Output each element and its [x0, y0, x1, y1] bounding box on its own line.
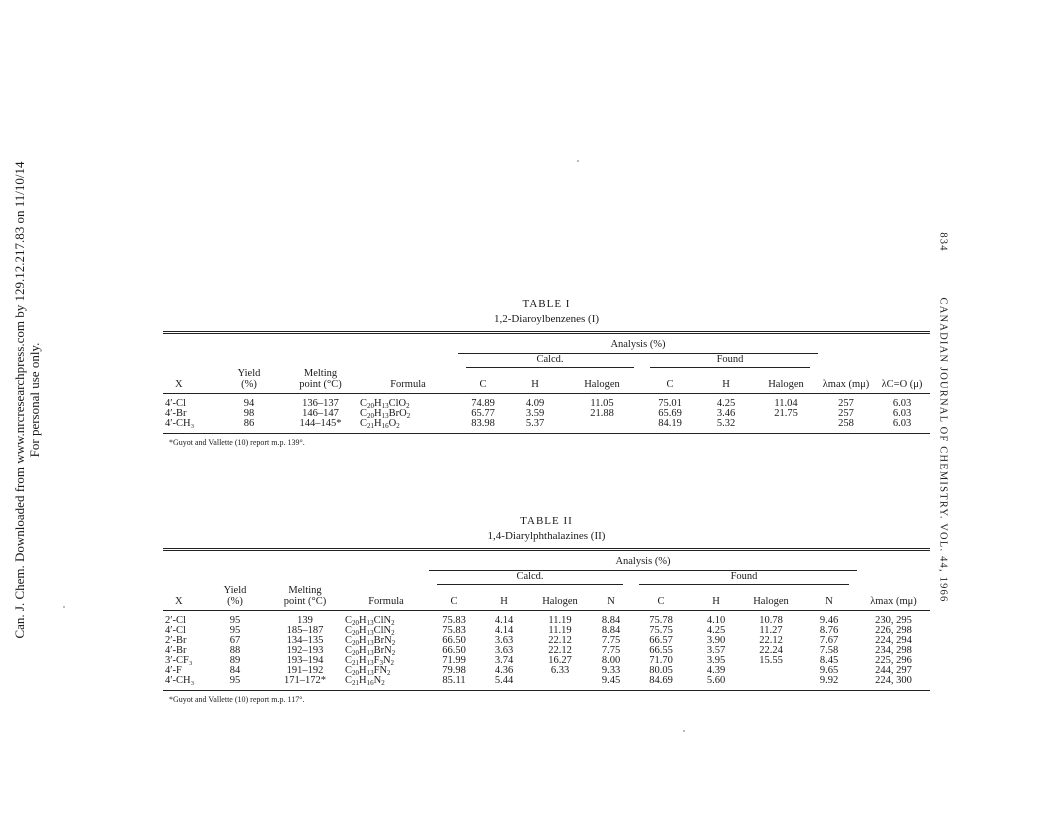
found-halogen-cell: 11.04	[774, 398, 798, 409]
calcd-h-cell: 5.37	[525, 418, 545, 429]
found-c-cell: 84.19	[658, 418, 682, 429]
melting-point-cell: 185–187	[286, 625, 324, 636]
scan-speck	[683, 730, 685, 732]
substituent-cell: 4′-Br	[165, 408, 187, 419]
calcd-h-cell: 4.14	[494, 625, 514, 636]
substituent-cell: 4′-Cl	[165, 625, 186, 636]
table-1-col-found-halogen: Halogen	[754, 368, 818, 394]
yield-cell: 84	[229, 665, 241, 676]
formula-cell: $C_{20}H_{13}BrO_2$	[360, 408, 411, 420]
table-2-col-lambda-max: λmax (mμ)	[857, 585, 930, 611]
table-1-grid	[163, 331, 930, 431]
substituent-cell: 2′-Cl	[165, 615, 186, 626]
found-c-cell: 84.69	[649, 675, 673, 686]
table-2-col-calcd-n: N	[591, 585, 631, 611]
table-2-col-found-halogen: Halogen	[741, 585, 801, 611]
table-2-col-found-c: C	[631, 585, 691, 611]
found-n-cell: 9.46	[819, 615, 839, 626]
calcd-h-cell: 3.63	[494, 635, 514, 646]
found-n-cell: 9.65	[819, 665, 839, 676]
found-halogen-cell: 22.12	[759, 635, 783, 646]
table-2-end-rule	[163, 690, 930, 691]
lambda-max-cell: 230, 295	[875, 615, 912, 626]
table-1-found-header: Found	[650, 354, 810, 368]
lambda-max-cell: 225, 296	[875, 655, 912, 666]
found-halogen-cell	[741, 666, 801, 676]
table-2-col-calcd-c: C	[429, 585, 479, 611]
table-1-label: TABLE I	[522, 298, 571, 310]
calcd-n-cell: 7.75	[601, 645, 621, 656]
lambda-max-cell: 258	[838, 418, 854, 429]
formula-cell: $C_{20}H_{13}BrN_2$	[345, 645, 396, 657]
calcd-n-cell: 8.84	[601, 615, 621, 626]
found-n-cell: 7.67	[819, 635, 839, 646]
yield-cell: 89	[229, 655, 241, 666]
table-1-col-calcd-halogen: Halogen	[562, 368, 642, 394]
journal-title: CANADIAN JOURNAL OF CHEMISTRY. VOL. 44, 1966	[937, 297, 949, 603]
substituent-cell: 4′-F	[165, 665, 182, 676]
melting-point-cell: 192–193	[286, 645, 324, 656]
table-row	[163, 676, 930, 688]
found-halogen-cell: 10.78	[759, 615, 783, 626]
calcd-halogen-cell: 16.27	[548, 655, 572, 666]
table-2-grid	[163, 548, 930, 688]
table-1-caption	[163, 297, 930, 327]
found-h-cell: 3.90	[706, 635, 726, 646]
found-n-cell: 7.58	[819, 645, 839, 656]
found-h-cell: 4.25	[716, 398, 736, 409]
table-1-body	[163, 394, 930, 432]
found-c-cell: 65.69	[658, 408, 682, 419]
lambda-max-cell: 224, 294	[875, 635, 912, 646]
melting-point-cell: 146–147	[302, 408, 339, 419]
calcd-c-cell: 79.98	[442, 665, 466, 676]
yield-cell: 95	[229, 675, 241, 686]
substituent-cell: 4′-CH₃	[165, 675, 195, 686]
found-h-cell: 3.57	[706, 645, 726, 656]
found-halogen-cell: 21.75	[774, 408, 798, 419]
table-row	[163, 666, 930, 676]
yield-cell: 95	[229, 625, 241, 636]
table-2-col-mp: Melting point (°C)	[267, 585, 343, 611]
found-c-cell: 71.70	[649, 655, 673, 666]
found-n-cell: 8.76	[819, 625, 839, 636]
table-1-calcd-header: Calcd.	[466, 354, 634, 368]
found-n-cell: 8.45	[819, 655, 839, 666]
table-row	[163, 419, 930, 431]
melting-point-cell: 136–137	[302, 398, 339, 409]
found-h-cell: 3.46	[716, 408, 736, 419]
table-2-col-formula: Formula	[343, 585, 429, 611]
found-h-cell: 4.39	[706, 665, 726, 676]
calcd-h-cell: 3.59	[525, 408, 545, 419]
melting-point-cell: 144–145*	[299, 418, 342, 429]
melting-point-cell: 171–172*	[284, 675, 326, 686]
table-2-analysis-header: Analysis (%)	[429, 550, 857, 571]
table-1-analysis-header: Analysis (%)	[458, 333, 818, 354]
formula-cell: $C_{20}H_{13}ClO_2$	[360, 398, 410, 410]
found-halogen-cell: 15.55	[759, 655, 783, 666]
table-2-body	[163, 611, 930, 689]
calcd-c-cell: 85.11	[442, 675, 466, 686]
melting-point-cell: 134–135	[286, 635, 324, 646]
table-1-title: 1,2-Diaroylbenzenes (I)	[493, 313, 600, 325]
found-halogen-cell	[741, 676, 801, 688]
calcd-c-cell: 74.89	[471, 398, 495, 409]
substituent-cell: 3′-CF₃	[165, 655, 193, 666]
formula-cell: $C_{20}H_{13}BrN_2$	[345, 635, 396, 647]
table-2-caption	[163, 514, 930, 544]
substituent-cell: 2′-Br	[165, 635, 187, 646]
melting-point-cell: 191–192	[286, 665, 324, 676]
calcd-halogen-cell: 6.33	[550, 665, 570, 676]
table-2-col-x: X	[163, 585, 203, 611]
table-row	[163, 409, 930, 419]
calcd-n-cell: 9.33	[601, 665, 621, 676]
page-number: 834	[937, 232, 949, 252]
lambda-max-cell: 226, 298	[875, 625, 912, 636]
found-halogen-cell	[754, 419, 818, 431]
yield-cell: 95	[229, 615, 241, 626]
calcd-c-cell: 71.99	[442, 655, 466, 666]
table-row	[163, 394, 930, 410]
calcd-halogen-cell	[529, 676, 591, 688]
formula-cell: $C_{20}H_{13}ClN_2$	[345, 625, 395, 637]
yield-cell: 86	[243, 418, 255, 429]
table-2-found-header: Found	[639, 571, 849, 585]
melting-point-cell: 139	[297, 615, 313, 626]
calcd-halogen-cell	[562, 419, 642, 431]
table-2-col-calcd-halogen: Halogen	[529, 585, 591, 611]
table-row	[163, 611, 930, 627]
found-h-cell: 4.25	[706, 625, 726, 636]
table-2	[163, 514, 930, 704]
table-1-col-found-c: C	[642, 368, 698, 394]
found-h-cell: 3.95	[706, 655, 726, 666]
table-1-end-rule	[163, 433, 930, 434]
table-1	[163, 297, 930, 447]
lambda-co-cell: 6.03	[892, 408, 912, 419]
calcd-halogen-cell: 21.88	[590, 408, 614, 419]
calcd-c-cell: 75.83	[442, 625, 466, 636]
table-1-footnote: *Guyot and Vallette (10) report m.p. 139°.	[169, 438, 305, 447]
found-c-cell: 75.75	[649, 625, 673, 636]
lambda-co-cell: 6.03	[892, 418, 912, 429]
lambda-max-cell: 244, 297	[875, 665, 912, 676]
formula-cell: $C_{20}H_{13}FN_2$	[345, 665, 391, 677]
lambda-max-cell: 257	[838, 408, 854, 419]
yield-cell: 98	[243, 408, 255, 419]
calcd-h-cell: 4.14	[494, 615, 514, 626]
substituent-cell: 4′-CH₃	[165, 418, 195, 429]
table-2-col-found-h: H	[691, 585, 741, 611]
calcd-c-cell: 83.98	[471, 418, 495, 429]
found-c-cell: 66.55	[649, 645, 673, 656]
yield-cell: 67	[229, 635, 241, 646]
found-n-cell: 9.92	[819, 675, 839, 686]
found-halogen-cell: 11.27	[759, 625, 783, 636]
table-2-col-yield: Yield (%)	[203, 585, 267, 611]
table-1-col-x: X	[163, 368, 215, 394]
table-row	[163, 656, 930, 666]
found-h-cell: 5.60	[706, 675, 726, 686]
download-notice-line1: Can. J. Chem. Downloaded from www.nrcresearchpress.com by 129.12.217.83 on 11/10/14	[12, 161, 27, 639]
table-row	[163, 636, 930, 646]
calcd-c-cell: 66.50	[442, 635, 466, 646]
table-1-col-lambda-max: λmax (mμ)	[818, 368, 874, 394]
scan-speck	[63, 606, 65, 608]
found-h-cell: 4.10	[706, 615, 726, 626]
table-2-calcd-header: Calcd.	[437, 571, 623, 585]
table-1-col-lambda-co: λC=O (μ)	[874, 368, 930, 394]
table-2-title: 1,4-Diarylphthalazines (II)	[487, 530, 606, 542]
lambda-max-cell: 234, 298	[875, 645, 912, 656]
substituent-cell: 4′-Br	[165, 645, 187, 656]
table-2-col-calcd-h: H	[479, 585, 529, 611]
found-h-cell: 5.32	[716, 418, 736, 429]
table-1-col-mp: Melting point (°C)	[283, 368, 358, 394]
calcd-h-cell: 3.63	[494, 645, 514, 656]
calcd-h-cell: 4.09	[525, 398, 545, 409]
calcd-halogen-cell: 11.05	[590, 398, 614, 409]
found-c-cell: 66.57	[649, 635, 673, 646]
table-row	[163, 646, 930, 656]
calcd-c-cell: 75.83	[442, 615, 466, 626]
calcd-n-cell: 8.00	[601, 655, 621, 666]
calcd-c-cell: 66.50	[442, 645, 466, 656]
download-notice-line2: For personal use only.	[27, 342, 42, 458]
calcd-c-cell: 65.77	[471, 408, 495, 419]
calcd-n-cell: 9.45	[601, 675, 621, 686]
table-2-label: TABLE II	[520, 515, 573, 527]
calcd-h-cell: 5.44	[494, 675, 514, 686]
lambda-max-cell: 257	[838, 398, 854, 409]
calcd-halogen-cell: 11.19	[548, 625, 572, 636]
found-halogen-cell: 22.24	[759, 645, 783, 656]
table-1-col-formula: Formula	[358, 368, 458, 394]
calcd-halogen-cell: 11.19	[548, 615, 572, 626]
table-1-col-found-h: H	[698, 368, 754, 394]
lambda-co-cell: 6.03	[892, 398, 912, 409]
formula-cell: $C_{21}H_{16}O_2$	[360, 418, 400, 430]
table-1-col-yield: Yield (%)	[215, 368, 283, 394]
scan-speck	[577, 160, 579, 162]
table-row	[163, 626, 930, 636]
melting-point-cell: 193–194	[286, 655, 324, 666]
formula-cell: $C_{21}H_{16}N_2$	[345, 675, 385, 687]
calcd-h-cell: 3.74	[494, 655, 514, 666]
calcd-n-cell: 8.84	[601, 625, 621, 636]
running-header	[930, 230, 956, 650]
calcd-halogen-cell: 22.12	[548, 645, 572, 656]
table-1-col-calcd-h: H	[508, 368, 562, 394]
calcd-halogen-cell: 22.12	[548, 635, 572, 646]
yield-cell: 88	[229, 645, 241, 656]
table-2-footnote: *Guyot and Vallette (10) report m.p. 117°.	[169, 695, 305, 704]
found-c-cell: 75.01	[658, 398, 682, 409]
found-c-cell: 80.05	[649, 665, 673, 676]
yield-cell: 94	[243, 398, 255, 409]
download-notice	[7, 160, 47, 640]
formula-cell: $C_{20}H_{13}ClN_2$	[345, 615, 395, 627]
calcd-h-cell: 4.36	[494, 665, 514, 676]
lambda-max-cell: 224, 300	[875, 675, 912, 686]
table-1-col-calcd-c: C	[458, 368, 508, 394]
table-2-col-found-n: N	[801, 585, 857, 611]
calcd-n-cell: 7.75	[601, 635, 621, 646]
substituent-cell: 4′-Cl	[165, 398, 186, 409]
formula-cell: $C_{21}H_{13}F_3N_2$	[345, 655, 395, 667]
found-c-cell: 75.78	[649, 615, 673, 626]
